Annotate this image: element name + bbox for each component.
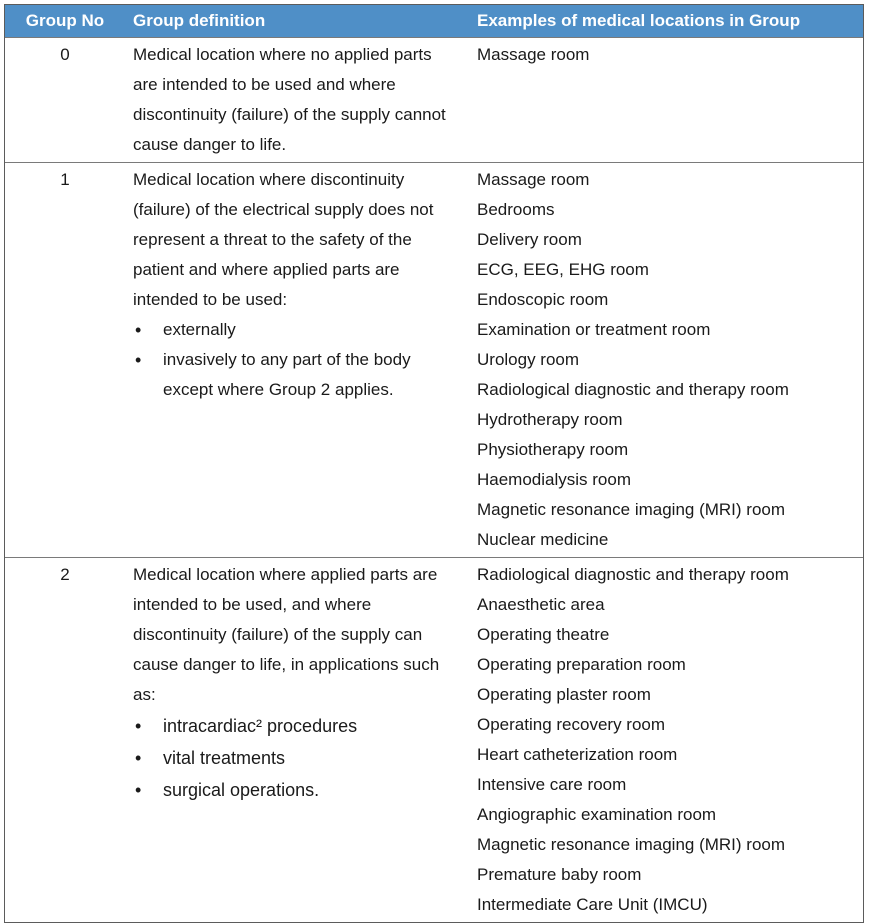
example-location: Magnetic resonance imaging (MRI) room [477, 835, 786, 854]
definition-bullet-item: • vital treatments [133, 742, 459, 774]
examples-cell [469, 38, 863, 163]
table-row-group-2 [5, 558, 863, 923]
groups-table [5, 5, 863, 922]
group-definition-cell [125, 38, 469, 163]
header-examples: Examples of medical locations in Group [469, 5, 863, 38]
example-location: Radiological diagnostic and therapy room [477, 380, 789, 399]
example-location: Premature baby room [477, 865, 642, 884]
example-location: Endoscopic room [477, 290, 609, 309]
example-location: Delivery room [477, 230, 582, 249]
example-location: Operating theatre [477, 625, 610, 644]
medical-location-groups-table [4, 4, 864, 923]
definition-bullet-list [133, 710, 459, 806]
example-location: Haemodialysis room [477, 470, 631, 489]
group-number-cell: 0 [5, 38, 125, 163]
definition-bullet-item: • externally [133, 315, 459, 345]
definition-bullet-list [133, 315, 459, 405]
group-number-cell: 1 [5, 163, 125, 558]
example-location: Urology room [477, 350, 580, 369]
example-location: Intensive care room [477, 775, 627, 794]
header-group-definition: Group definition [125, 5, 469, 38]
group-definition-cell [125, 558, 469, 923]
example-location: Radiological diagnostic and therapy room [477, 565, 789, 584]
example-location: Nuclear medicine [477, 530, 609, 549]
example-location: Physiotherapy room [477, 440, 629, 459]
example-location: Intermediate Care Unit (IMCU) [477, 895, 708, 914]
example-location: Heart catheterization room [477, 745, 678, 764]
example-location: Anaesthetic area [477, 595, 605, 614]
example-location: Examination or treatment room [477, 320, 711, 339]
table-row-group-1 [5, 163, 863, 558]
table-body [5, 38, 863, 923]
example-location: Hydrotherapy room [477, 410, 623, 429]
example-location: Operating preparation room [477, 655, 686, 674]
example-location: Magnetic resonance imaging (MRI) room [477, 500, 786, 519]
example-location: Angiographic examination room [477, 805, 717, 824]
example-location: Massage room [477, 45, 590, 64]
header-row [5, 5, 863, 38]
example-location: Bedrooms [477, 200, 555, 219]
definition-bullet-item: • intracardiac² procedures [133, 710, 459, 742]
group-definition-text: Medical location where applied parts are intended to be used, and where discontinuity (failure) of the supply can cause danger to life, in applications such as: [133, 565, 440, 704]
group-number-cell: 2 [5, 558, 125, 923]
table-row-group-0 [5, 38, 863, 163]
example-location: Operating recovery room [477, 715, 666, 734]
example-location: Operating plaster room [477, 685, 651, 704]
definition-bullet-item: • surgical operations. [133, 774, 459, 806]
example-location: Massage room [477, 170, 590, 189]
examples-cell [469, 558, 863, 923]
group-definition-text: Medical location where no applied parts are intended to be used and where discontinuity (failure) of the supply cannot cause danger to life. [133, 45, 446, 154]
definition-bullet-item: • invasively to any part of the body except where Group 2 applies. [133, 345, 459, 405]
header-group-no: Group No [5, 5, 125, 38]
table-header [5, 5, 863, 38]
group-definition-cell [125, 163, 469, 558]
example-location: ECG, EEG, EHG room [477, 260, 649, 279]
group-definition-text: Medical location where discontinuity (failure) of the electrical supply does not represent a threat to the safety of the patient and where applied parts are intended to be used: [133, 170, 434, 309]
examples-cell [469, 163, 863, 558]
